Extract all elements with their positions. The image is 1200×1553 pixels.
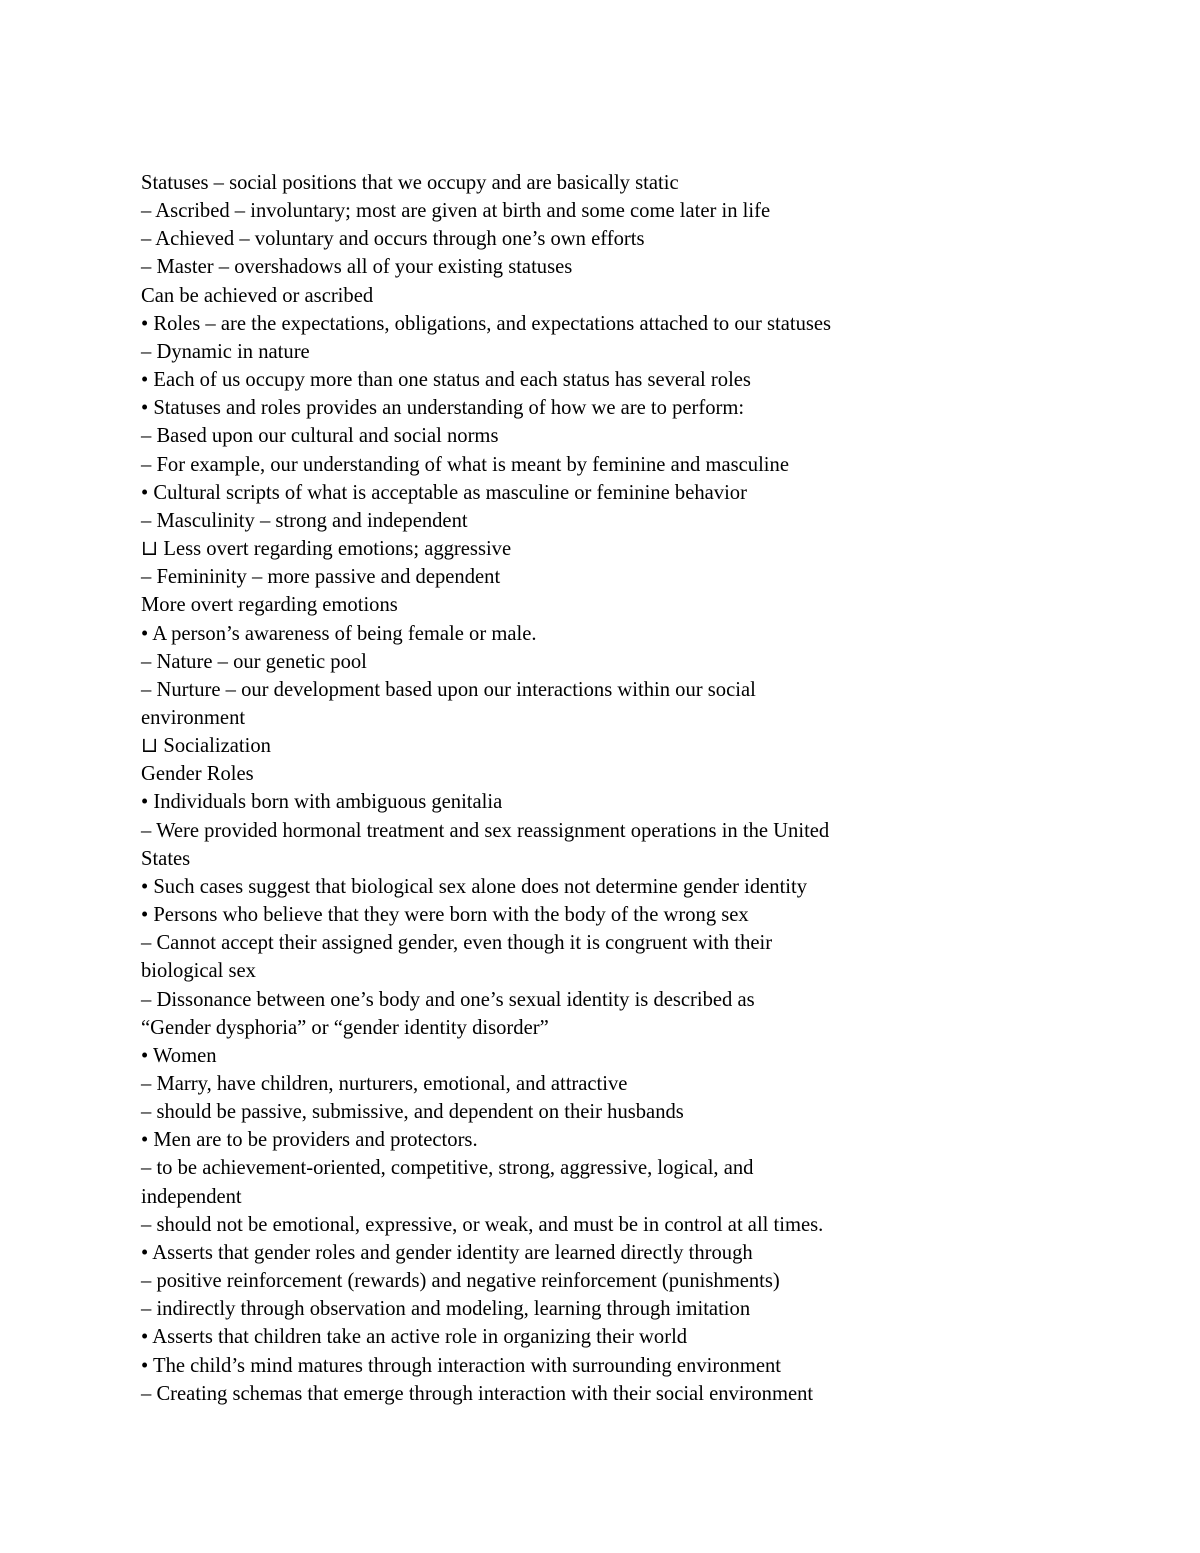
document-line: – Creating schemas that emerge through interaction with their social environment xyxy=(141,1382,814,1405)
document-line: – Nurture – our development based upon our interactions within our social xyxy=(141,678,756,701)
document-line: independent xyxy=(141,1185,242,1208)
document-line: ⊔ Less overt regarding emotions; aggressive xyxy=(141,538,512,561)
document-line: – Cannot accept their assigned gender, even though it is congruent with their xyxy=(141,932,773,955)
document-line: Gender Roles xyxy=(141,763,254,786)
document-line: – Ascribed – involuntary; most are given at birth and some come later in life xyxy=(141,200,771,223)
document-line: – Master – overshadows all of your existing statuses xyxy=(141,256,573,279)
document-line: – For example, our understanding of what is meant by feminine and masculine xyxy=(141,453,789,476)
document-line: • Asserts that gender roles and gender identity are learned directly through xyxy=(141,1241,753,1264)
document-line: – Based upon our cultural and social norms xyxy=(141,425,499,448)
document-line: – should not be emotional, expressive, or weak, and must be in control at all times. xyxy=(141,1213,824,1236)
document-line: – Were provided hormonal treatment and sex reassignment operations in the United xyxy=(141,819,830,842)
document-line: – Femininity – more passive and dependent xyxy=(141,566,501,589)
document-line: – Nature – our genetic pool xyxy=(141,650,367,673)
document-line: – Achieved – voluntary and occurs through one’s own efforts xyxy=(141,228,645,251)
document-line: • A person’s awareness of being female or male. xyxy=(141,622,537,645)
document-line: • Asserts that children take an active role in organizing their world xyxy=(141,1326,688,1349)
document-body xyxy=(141,169,961,1408)
document-line: • The child’s mind matures through interaction with surrounding environment xyxy=(141,1354,781,1377)
document-line: • Individuals born with ambiguous genitalia xyxy=(141,791,503,814)
document-line: • Statuses and roles provides an understanding of how we are to perform: xyxy=(141,397,745,420)
document-line: • Women xyxy=(141,1044,217,1067)
document-line: • Each of us occupy more than one status and each status has several roles xyxy=(141,369,751,392)
document-line: – Marry, have children, nurturers, emotional, and attractive xyxy=(141,1073,628,1095)
document-line: More overt regarding emotions xyxy=(141,594,398,617)
document-line: ⊔ Socialization xyxy=(141,735,271,758)
document-line: • Such cases suggest that biological sex alone does not determine gender identity xyxy=(141,875,808,898)
document-line: – indirectly through observation and modeling, learning through imitation xyxy=(141,1298,751,1321)
document-line: – Masculinity – strong and independent xyxy=(141,509,468,532)
document-line: – to be achievement-oriented, competitive, strong, aggressive, logical, and xyxy=(141,1157,754,1180)
document-line: environment xyxy=(141,706,246,729)
document-line: States xyxy=(141,847,191,870)
document-line: Statuses – social positions that we occupy and are basically static xyxy=(141,172,679,194)
document-line: – should be passive, submissive, and dependent on their husbands xyxy=(141,1101,684,1124)
document-line: • Roles – are the expectations, obligations, and expectations attached to our statuses xyxy=(141,312,832,335)
document-line: – Dynamic in nature xyxy=(141,340,310,363)
document-line: biological sex xyxy=(141,960,256,983)
document-line: Can be achieved or ascribed xyxy=(141,284,374,307)
document-line: • Men are to be providers and protectors. xyxy=(141,1129,478,1152)
document-line: – positive reinforcement (rewards) and negative reinforcement (punishments) xyxy=(141,1270,780,1293)
document-line: – Dissonance between one’s body and one’s sexual identity is described as xyxy=(141,988,755,1011)
document-line: • Cultural scripts of what is acceptable as masculine or feminine behavior xyxy=(141,481,747,504)
document-line: • Persons who believe that they were born with the body of the wrong sex xyxy=(141,904,749,927)
document-line: “Gender dysphoria” or “gender identity disorder” xyxy=(141,1016,549,1039)
